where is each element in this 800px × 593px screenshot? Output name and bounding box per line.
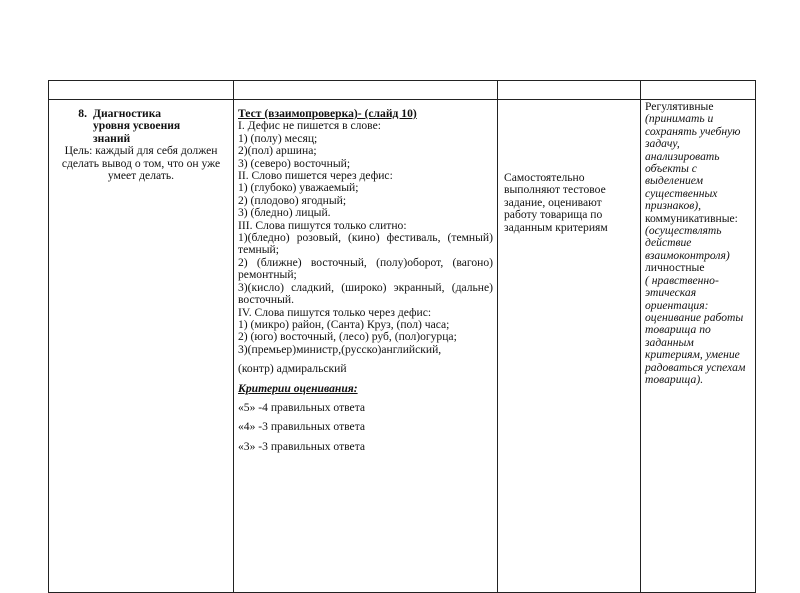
uud-line: выделением (645, 174, 704, 188)
empty-cell (641, 81, 756, 100)
test-line: III. Слова пишутся только слитно: (238, 218, 407, 232)
test-line: 2)(пол) аршина; (238, 144, 317, 158)
test-line: 3)(кисло) сладкий, (широко) экранный, (дальне) (238, 280, 493, 294)
uud-line: признаков), (645, 199, 702, 213)
table-header-row (49, 81, 756, 100)
test-line: 2) (ближне) восточный, (полу)оборот, (вагоно) (238, 255, 493, 269)
lesson-table (48, 80, 756, 593)
test-line: II. Слово пишется через дефис: (238, 169, 393, 183)
uud-line: ( нравственно- (645, 273, 719, 287)
goal-line: Цель: каждый для себя должен (64, 144, 218, 158)
empty-cell (234, 81, 498, 100)
criteria-item: «3» -3 правильных ответа (238, 439, 366, 453)
uud-line: товарища по (645, 323, 711, 337)
stage-title-line-wrap (53, 120, 229, 132)
test-line: ремонтный; (238, 268, 297, 282)
test-line: 1) (глубоко) уважаемый; (238, 181, 359, 195)
test-line: 2) (плодово) ягодный; (238, 193, 347, 207)
stage-title-line: Диагностика (93, 107, 162, 120)
test-line: IV. Слова пишутся только через дефис: (238, 305, 432, 319)
uud-line: личностные (645, 261, 705, 275)
activity-line: работу товарища по (504, 208, 603, 222)
activity-line: выполняют тестовое (504, 183, 606, 197)
stage-title-line: знаний (93, 131, 131, 145)
test-line: I. Дефис не пишется в слове: (238, 119, 381, 133)
uud-line: существенных (645, 186, 718, 200)
activity-line: Самостоятельно (504, 171, 585, 184)
uud-line: этическая (645, 286, 697, 300)
uud-line: объекты с (645, 162, 697, 176)
test-line: 3) (северо) восточный; (238, 156, 351, 170)
goal-line: сделать вывод о том, что он уже (61, 156, 221, 170)
table-row (49, 100, 756, 593)
uud-line: оценивание работы (645, 310, 744, 324)
activity-cell (498, 100, 641, 593)
empty-cell (498, 81, 641, 100)
activity-line: заданным критериям (504, 220, 608, 234)
test-title: Тест (взаимопроверка)- (слайд 10) (238, 107, 417, 120)
stage-cell (49, 100, 234, 593)
uud-line: заданным (645, 335, 694, 349)
test-lines (238, 120, 493, 356)
criteria-title: Критерии оценивания: (238, 381, 358, 395)
stage-number: 8. (78, 107, 87, 120)
stage-title-line: уровня усвоения (93, 119, 181, 133)
uud-line: действие (645, 236, 692, 250)
test-line: восточный. (238, 293, 294, 307)
uud-lines (645, 101, 751, 386)
uud-line: сохранять учебную (645, 124, 741, 138)
uud-line: задачу, (645, 137, 680, 151)
uud-line: (принимать и (645, 112, 714, 126)
test-line: 3)(премьер)министр,(русско)английский, (238, 342, 442, 356)
uud-line: коммуникативные: (645, 211, 738, 225)
uud-line: Регулятивные (645, 100, 714, 113)
uud-line: (осуществлять (645, 224, 722, 238)
test-line: 2) (юго) восточный, (лесо) руб, (пол)огурца; (238, 330, 457, 344)
test-line: темный; (238, 243, 279, 257)
uud-line: товарища). (645, 372, 704, 386)
criteria-item: «5» -4 правильных ответа (238, 400, 366, 414)
test-line: (контр) адмиральский (238, 362, 347, 376)
goal-line: умеет делать. (107, 169, 175, 183)
test-line: 1)(бледно) розовый, (кино) фестиваль, (темный) (238, 231, 493, 245)
empty-cell (49, 81, 234, 100)
uud-line: радоваться успехам (645, 360, 746, 374)
uud-line: анализировать (645, 149, 720, 163)
test-cell (234, 100, 498, 593)
test-line: 3) (бледно) лицый. (238, 206, 331, 220)
uud-cell (641, 100, 756, 593)
test-line: 1) (микро) район, (Санта) Круз, (пол) часа; (238, 317, 450, 331)
uud-line: ориентация: (645, 298, 709, 312)
uud-line: критериям, умение (645, 348, 740, 362)
test-line: 1) (полу) месяц; (238, 131, 318, 145)
activity-line: задание, оценивают (504, 195, 602, 209)
criteria-item: «4» -3 правильных ответа (238, 420, 366, 434)
uud-line: взаимоконтроля) (645, 248, 730, 262)
